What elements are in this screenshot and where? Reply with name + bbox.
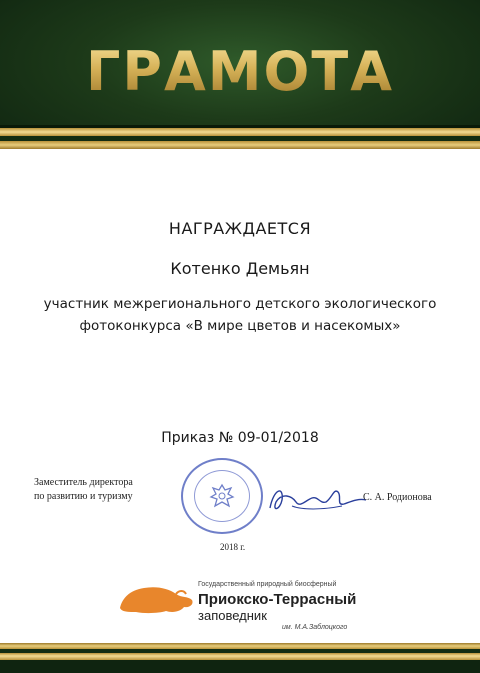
logo-top-line: Государственный природный биосферный xyxy=(198,581,337,588)
award-description xyxy=(0,293,480,337)
certificate-title: ГРАМОТА xyxy=(0,40,480,103)
description-line-2: фотоконкурса «В мире цветов и насекомых» xyxy=(79,318,401,334)
seal-emblem-ring xyxy=(194,470,250,522)
logo-reserve-name: Приокско-Террасный xyxy=(198,591,357,608)
bison-logo-icon xyxy=(116,582,196,618)
handwritten-signature xyxy=(262,478,372,518)
official-seal xyxy=(181,458,263,534)
order-number: Приказ № 09-01/2018 xyxy=(161,430,319,446)
description-line-1: участник межрегионального детского экологического xyxy=(43,296,437,312)
position-line-2: по развитию и туризму xyxy=(34,491,133,502)
eagle-emblem-icon xyxy=(207,481,237,511)
signer-name: С. А. Родионова xyxy=(363,492,432,503)
header-banner xyxy=(0,0,480,155)
recipient-name: Котенко Демьян xyxy=(170,259,310,278)
signer-position xyxy=(34,476,174,504)
header-gold-stripes xyxy=(0,125,480,155)
position-line-1: Заместитель директора xyxy=(34,477,133,488)
certificate-year: 2018 г. xyxy=(220,542,246,552)
logo-subtitle: заповедник xyxy=(198,608,267,623)
footer-gold-stripes xyxy=(0,640,480,673)
awarded-label: НАГРАЖДАЕТСЯ xyxy=(168,219,312,238)
logo-honor-line: им. М.А.Заблоцкого xyxy=(282,624,348,631)
